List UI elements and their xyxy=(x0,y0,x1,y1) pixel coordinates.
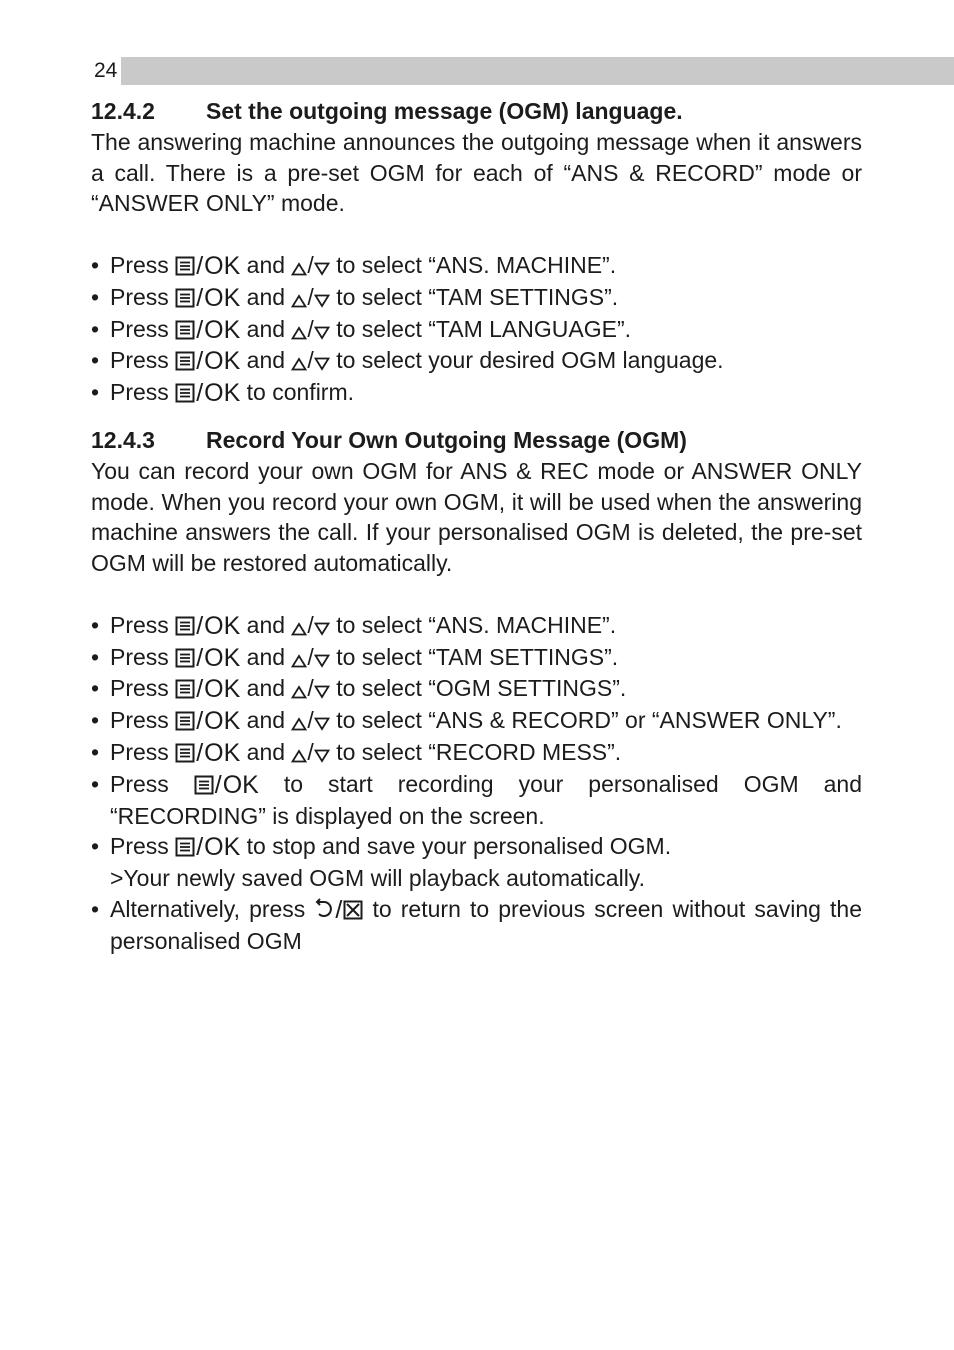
header-bar xyxy=(92,57,954,85)
alt-instruction: to return to previous screen without saving the personalised OGM xyxy=(110,895,862,954)
step-instruction: to start recording your personalised OGM and “RECORDING” is displayed on the screen. xyxy=(110,770,862,829)
step-item: • Press /OK and / to select “TAM SETTINGS”. xyxy=(91,643,619,672)
step-instruction: to select “ANS & RECORD” or “ANSWER ONLY”. xyxy=(336,707,842,734)
step-and-text: and xyxy=(246,738,286,765)
step-item: • Press /OK and / to select “TAM LANGUAGE”. xyxy=(91,315,632,344)
ok-key-label: OK xyxy=(204,251,241,280)
step-press-text: Press xyxy=(110,251,169,278)
down-triangle-icon xyxy=(314,294,330,308)
step-press-text: Press xyxy=(110,315,169,342)
step-item: • Press /OK and / to select “OGM SETTINGS”. xyxy=(91,675,627,704)
ok-key-label: OK xyxy=(204,707,241,736)
step-and-text: and xyxy=(246,707,286,734)
down-triangle-icon xyxy=(314,326,330,340)
section-title: Record Your Own Outgoing Message (OGM) xyxy=(206,426,687,453)
up-triangle-icon xyxy=(291,685,307,699)
section-title: Set the outgoing message (OGM) language. xyxy=(206,98,683,124)
section-number: 12.4.2 xyxy=(91,98,155,124)
back-arrow-icon xyxy=(314,898,334,920)
step-press-text: Press xyxy=(110,643,169,670)
up-triangle-icon xyxy=(291,326,307,340)
step-press-text: Press xyxy=(110,347,169,374)
section-heading-12-4-2 xyxy=(91,96,862,127)
step-and-text: and xyxy=(246,283,286,310)
step-instruction: to select “TAM SETTINGS”. xyxy=(336,643,619,670)
step-press-text: Press xyxy=(110,707,169,734)
step-instruction: to select “ANS. MACHINE”. xyxy=(336,611,617,638)
menu-list-icon xyxy=(175,648,195,668)
step-item: • Press /OK to confirm. xyxy=(91,379,355,408)
ok-key-label: OK xyxy=(204,379,241,408)
page-content xyxy=(91,96,862,957)
step-and-text: and xyxy=(246,675,286,702)
menu-list-icon xyxy=(175,256,195,276)
section-paragraph: The answering machine announces the outgoing message when it answers a call. There is a pre-set OGM for each of “ANS & RECORD” mode or “ANSWER ONLY” mode. xyxy=(91,128,862,217)
step-item: • Press /OK and / to select “TAM SETTINGS”. xyxy=(91,283,619,312)
step-item: • Press /OK and / to select “RECORD MESS”. xyxy=(91,738,622,767)
step-item: • Press /OK and / to select your desired OGM language. xyxy=(91,347,724,376)
up-triangle-icon xyxy=(291,294,307,308)
menu-list-icon xyxy=(175,320,195,340)
step-press-text: Press xyxy=(110,283,169,310)
step-and-text: and xyxy=(246,251,286,278)
menu-list-icon xyxy=(175,351,195,371)
menu-list-icon xyxy=(175,743,195,763)
alt-prefix-text: Alternatively, press xyxy=(110,895,306,922)
up-triangle-icon xyxy=(291,622,307,636)
menu-list-icon xyxy=(175,679,195,699)
ok-key-label: OK xyxy=(204,611,241,640)
menu-list-icon xyxy=(175,288,195,308)
step-press-text: Press xyxy=(110,675,169,702)
section-number: 12.4.3 xyxy=(91,426,155,453)
up-triangle-icon xyxy=(291,357,307,371)
step-press-text: Press xyxy=(110,833,169,860)
step-item: • Press /OK and / to select “ANS & RECORD” or “ANSWER ONLY”. xyxy=(91,707,842,736)
down-triangle-icon xyxy=(314,357,330,371)
menu-list-icon xyxy=(194,775,214,795)
step-list-2 xyxy=(91,610,862,957)
down-triangle-icon xyxy=(314,749,330,763)
step-instruction: to select “TAM LANGUAGE”. xyxy=(336,315,632,342)
step-item: • Press /OK to stop and save your personalised OGM. xyxy=(91,833,672,862)
step-instruction: to select “TAM SETTINGS”. xyxy=(336,283,619,310)
step-item: • Press /OK and / to select “ANS. MACHINE”. xyxy=(91,251,617,280)
delete-x-box-icon xyxy=(343,900,363,920)
ok-key-label: OK xyxy=(204,675,241,704)
step-instruction: to select “ANS. MACHINE”. xyxy=(336,251,617,278)
step-and-text: and xyxy=(246,611,286,638)
step-and-text: and xyxy=(246,315,286,342)
ok-key-label: OK xyxy=(204,738,241,767)
ok-key-label: OK xyxy=(204,643,241,672)
menu-list-icon xyxy=(175,616,195,636)
step-and-text: and xyxy=(246,347,286,374)
step-note-text: >Your newly saved OGM will playback automatically. xyxy=(110,865,645,892)
down-triangle-icon xyxy=(314,654,330,668)
step-item: • Press /OK to start recording your personalised OGM and “RECORDING” is displayed on the screen. xyxy=(91,770,862,829)
down-triangle-icon xyxy=(314,262,330,276)
step-item: • Press /OK and / to select “ANS. MACHINE”. xyxy=(91,611,617,640)
step-instruction: to select “RECORD MESS”. xyxy=(336,738,622,765)
down-triangle-icon xyxy=(314,717,330,731)
step-press-text: Press xyxy=(110,611,169,638)
up-triangle-icon xyxy=(291,654,307,668)
step-instruction: to stop and save your personalised OGM. xyxy=(246,833,672,860)
ok-key-label: OK xyxy=(204,833,241,862)
ok-key-label: OK xyxy=(204,315,241,344)
step-and-text: and xyxy=(246,643,286,670)
step-press-text: Press xyxy=(110,738,169,765)
step-instruction: to select your desired OGM language. xyxy=(336,347,724,374)
page-number: 24 xyxy=(92,57,121,85)
ok-key-label: OK xyxy=(204,347,241,376)
up-triangle-icon xyxy=(291,749,307,763)
step-instruction: to confirm. xyxy=(246,379,355,406)
step-press-text: Press xyxy=(110,770,169,797)
up-triangle-icon xyxy=(291,262,307,276)
menu-list-icon xyxy=(175,711,195,731)
down-triangle-icon xyxy=(314,685,330,699)
step-item-alternative: • Alternatively, press / to return to previous screen without saving the personalised OGM xyxy=(91,895,862,954)
menu-list-icon xyxy=(175,837,195,857)
section-heading-12-4-3 xyxy=(91,425,862,456)
step-list-1 xyxy=(91,250,862,409)
ok-key-label: OK xyxy=(222,770,259,799)
up-triangle-icon xyxy=(291,717,307,731)
menu-list-icon xyxy=(175,383,195,403)
ok-key-label: OK xyxy=(204,283,241,312)
step-instruction: to select “OGM SETTINGS”. xyxy=(336,675,627,702)
step-press-text: Press xyxy=(110,379,169,406)
step-note xyxy=(91,863,862,894)
down-triangle-icon xyxy=(314,622,330,636)
section-paragraph: You can record your own OGM for ANS & REC mode or ANSWER ONLY mode. When you record your own OGM, it will be used when the answering machine answers the call. If your personalised OGM is deleted, the pre-set OGM will be restored automatically. xyxy=(91,457,862,577)
